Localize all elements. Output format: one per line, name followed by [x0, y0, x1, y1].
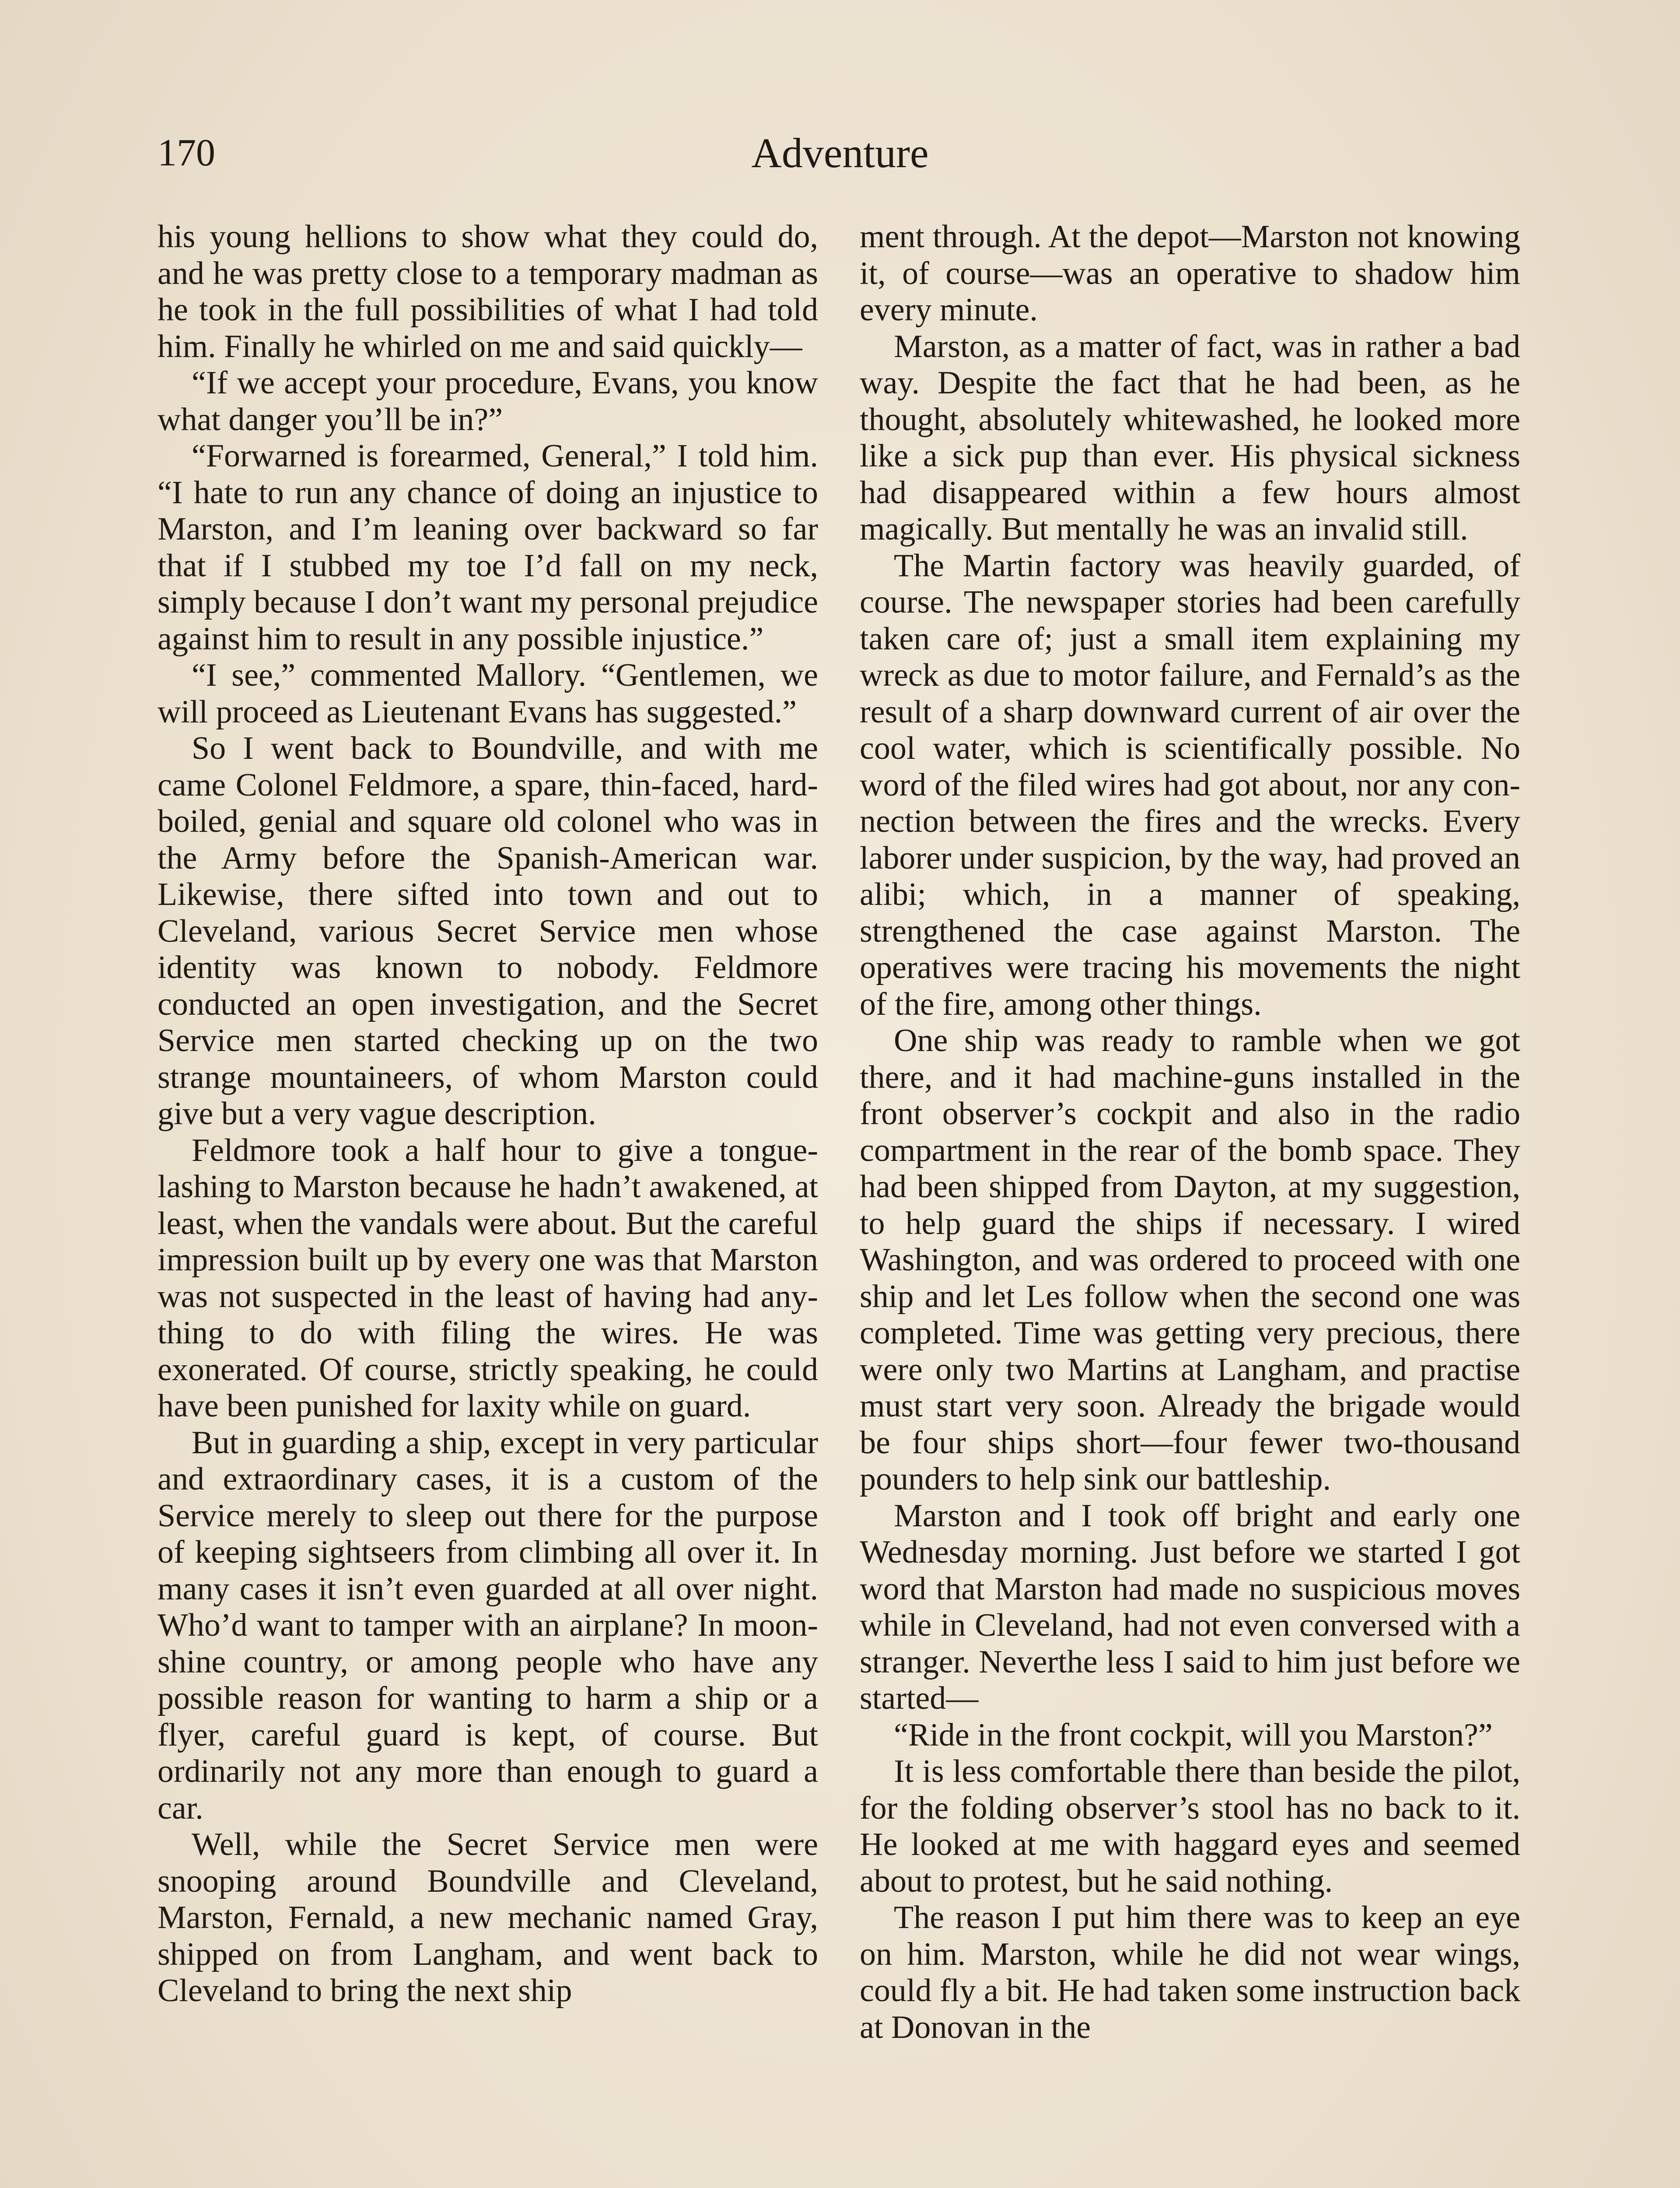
paragraph: The Martin factory was heavily guarded, of course. The newspaper stories had been carefully taken care of; just a small item explaining my wreck as due to motor failure, and Fernald’s as the result of a sharp downward current of air over the cool water, which is scientifically possible. No word of the filed wires had got about, nor any connection between the fires and the wrecks. Every laborer under suspicion, by the way, had proved an alibi; which, in a manner of speaking, strengthened the case against Marston. The operatives were tracing his movements the night of the fire, among other things. — [860, 547, 1520, 1022]
paragraph: One ship was ready to ramble when we got there, and it had machine-guns installed in the front observer’s cockpit and also in the radio compartment in the rear of the bomb space. They had been shipped from Dayton, at my suggestion, to help guard the ships if necessary. I wired Washington, and was ordered to proceed with one ship and let Les follow when the second one was completed. Time was getting very precious, there were only two Martins at Langham, and practise must start very soon. Already the brigade would be four ships short—four fewer two-thousand pounders to help sink our battleship. — [860, 1023, 1520, 1497]
paragraph: ment through. At the depot—Marston not knowing it, of course—was an operative to shadow him every minute. — [860, 219, 1520, 328]
paragraph: his young hellions to show what they could do, and he was pretty close to a temporary madman as he took in the full possibilities of what I had told him. Finally he whirled on me and said quickly— — [158, 219, 818, 365]
left-column — [158, 219, 818, 2188]
magazine-title: Adventure — [751, 130, 929, 176]
paragraph: Feldmore took a half hour to give a tongue-lashing to Marston because he hadn’t awakened, at least, when the vandals were about. But the careful impression built up by every one was that Marston was not suspected in the least of having had anything to do with filing the wires. He was exonerated. Of course, strictly speaking, he could have been punished for laxity while on guard. — [158, 1132, 818, 1424]
paragraph: Marston, as a matter of fact, was in rather a bad way. Despite the fact that he had been, as he thought, absolutely whitewashed, he looked more like a sick pup than ever. His physical sickness had disappeared within a few hours almost magically. But mentally he was an invalid still. — [860, 328, 1520, 547]
paragraph: So I went back to Boundville, and with me came Colonel Feldmore, a spare, thin-faced, hard-boiled, genial and square old colonel who was in the Army before the Spanish-American war. Likewise, there sifted into town and out to Cleveland, various Secret Service men whose identity was known to nobody. Feldmore conducted an open investigation, and the Secret Service men started checking up on the two strange mountaineers, of whom Marston could give but a very vague description. — [158, 730, 818, 1132]
paragraph: “Forwarned is forearmed, General,” I told him. “I hate to run any chance of doing an injustice to Marston, and I’m leaning over backward so far that if I stubbed my toe I’d fall on my neck, simply because I don’t want my personal prejudice against him to result in any possible injustice.” — [158, 438, 818, 657]
paragraph: It is less comfortable there than beside the pilot, for the folding observer’s stool has no back to it. He looked at me with haggard eyes and seemed about to protest, but he said nothing. — [860, 1753, 1520, 1899]
paragraph: The reason I put him there was to keep an eye on him. Marston, while he did not wear wings, could fly a bit. He had taken some instruction back at Donovan in the — [860, 1900, 1520, 2045]
page-number: 170 — [158, 132, 215, 174]
right-column — [860, 219, 1520, 2188]
paragraph: “If we accept your procedure, Evans, you know what danger you’ll be in?” — [158, 365, 818, 438]
page-header — [158, 127, 1522, 188]
paragraph: Well, while the Secret Service men were snooping around Boundville and Cleveland, Marston, Fernald, a new mechanic named Gray, shipped on from Langham, and went back to Cleveland to bring the next ship — [158, 1827, 818, 2009]
paragraph: But in guarding a ship, except in very particular and extraordinary cases, it is a custom of the Service merely to sleep out there for the purpose of keeping sightseers from climbing all over it. In many cases it isn’t even guarded at all over night. Who’d want to tamper with an airplane? In moonshine country, or among people who have any possible reason for wanting to harm a ship or a flyer, careful guard is kept, of course. But ordinarily not any more than enough to guard a car. — [158, 1424, 818, 1826]
paragraph: “I see,” commented Mallory. “Gentlemen, we will proceed as Lieutenant Evans has suggested.” — [158, 657, 818, 730]
paragraph: “Ride in the front cockpit, will you Marston?” — [894, 1717, 1493, 1753]
paragraph: Marston and I took off bright and early one Wednesday morning. Just before we started I got word that Marston had made no suspicious moves while in Cleveland, had not even conversed with a stranger. Neverthe less I said to him just before we started— — [860, 1497, 1520, 1716]
